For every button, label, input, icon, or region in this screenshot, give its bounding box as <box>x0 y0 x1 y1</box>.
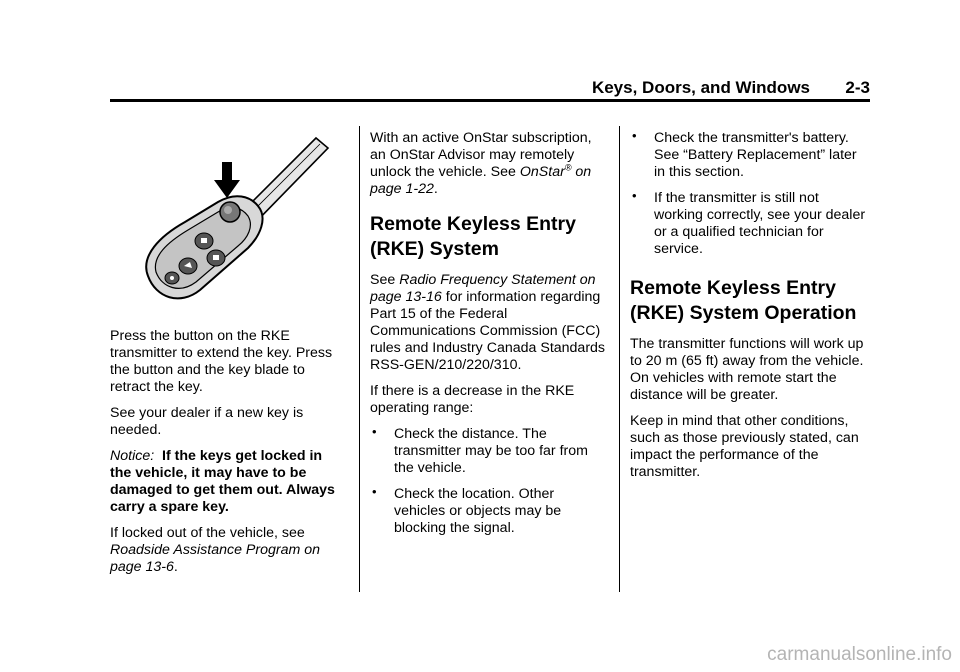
radio-frequency-rest: for information regarding Part 15 of the Federal Communications Commission (FCC) rules and Industry Canada Standards RSS-GEN/210/220/310. <box>370 289 606 373</box>
period: . <box>173 559 178 575</box>
roadside-assistance-link[interactable]: Roadside Assistance Program on page 13-6 <box>110 542 321 575</box>
notice-label: Notice: <box>110 448 155 464</box>
notice-text: If the keys get locked in the vehicle, it may have to be damaged to get them out. Always carry a spare key. <box>110 448 335 515</box>
see-text: See <box>370 272 396 288</box>
paragraph-onstar <box>370 130 606 198</box>
bullet-item <box>370 426 606 477</box>
bullet-icon: • <box>372 424 377 439</box>
heading-rke-operation: Remote Keyless Entry (RKE) System Operation <box>630 277 857 324</box>
heading-rke-system: Remote Keyless Entry (RKE) System <box>370 213 576 260</box>
onstar-text: With an active OnStar subscription, an OnStar Advisor may remotely unlock the vehicle. See <box>370 130 592 180</box>
onstar-link-text: OnStar <box>519 164 565 180</box>
key-fob-drawing <box>110 126 346 316</box>
paragraph-range: The transmitter functions will work up to 20 m (65 ft) away from the vehicle. On vehicles with remote start the distance will be greater. <box>630 336 864 403</box>
bullet-item <box>370 486 606 537</box>
page-header <box>110 76 870 102</box>
registered-mark: ® <box>564 162 572 173</box>
bullet-text: Check the distance. The transmitter may be too far from the vehicle. <box>394 426 588 476</box>
onstar-page-ref: on page 1-22 <box>370 164 592 197</box>
bullet-icon: • <box>632 128 637 143</box>
paragraph-radio-frequency <box>370 272 606 374</box>
paragraph-new-key: See your dealer if a new key is needed. <box>110 405 304 438</box>
bullet-item <box>630 190 870 258</box>
period: . <box>433 181 438 197</box>
key-fob-illustration <box>110 126 346 316</box>
locked-out-text: If locked out of the vehicle, see <box>110 525 305 541</box>
watermark: carmanualsonline.info <box>767 644 952 665</box>
bullet-text: If the transmitter is still not working correctly, see your dealer or a qualified technician for service. <box>654 190 866 257</box>
bullet-icon: • <box>632 188 637 203</box>
section-title: Keys, Doors, and Windows <box>591 78 810 97</box>
notice-paragraph <box>110 448 346 516</box>
column-3 <box>630 130 870 490</box>
bullet-icon: • <box>372 484 377 499</box>
paragraph-range-decrease: If there is a decrease in the RKE operating range: <box>370 383 575 416</box>
page-number: 2-3 <box>845 78 870 97</box>
paragraph-extend-key: Press the button on the RKE transmitter to extend the key. Press the button and the key blade to retract the key. <box>110 328 333 395</box>
bullet-item <box>630 130 870 181</box>
radio-frequency-link[interactable]: Radio Frequency Statement on page 13-16 <box>370 272 596 305</box>
paragraph-conditions: Keep in mind that other conditions, such as those previously stated, can impact the performance of the transmitter. <box>630 413 859 480</box>
column-divider-1 <box>359 126 360 592</box>
column-divider-2 <box>619 126 620 592</box>
column-2 <box>370 130 606 546</box>
bullet-text: Check the transmitter's battery. See “Battery Replacement” later in this section. <box>654 130 857 180</box>
column-1 <box>110 126 346 585</box>
paragraph-locked-out <box>110 525 346 576</box>
bullet-text: Check the location. Other vehicles or objects may be blocking the signal. <box>394 486 562 536</box>
